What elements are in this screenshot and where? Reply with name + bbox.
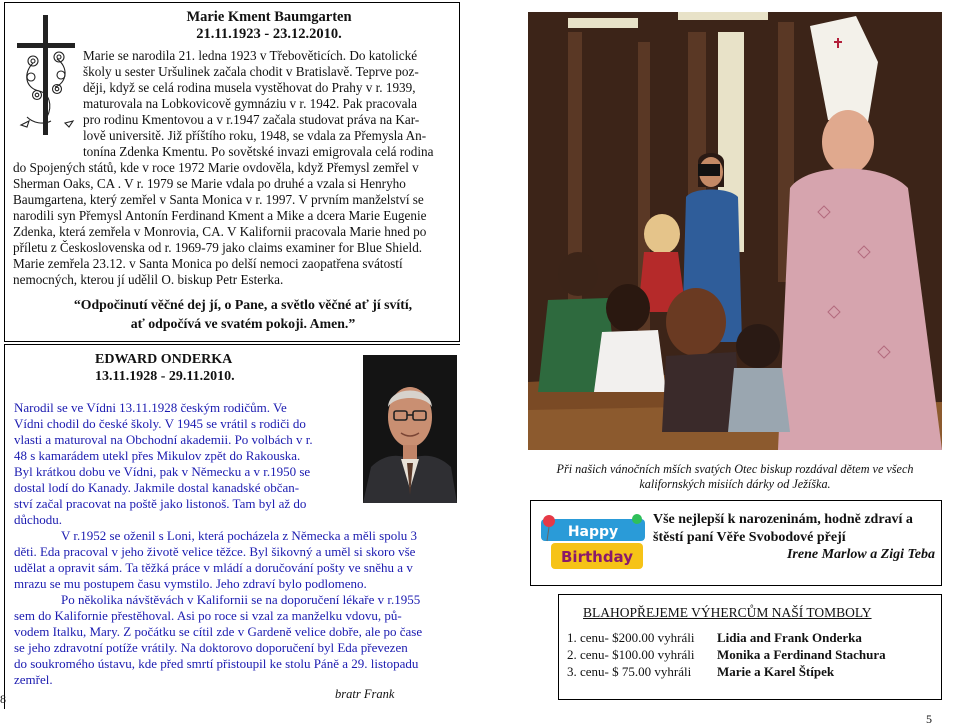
obituary-line: Narodil se ve Vídni 13.11.1928 českým rodičům. Ve: [14, 400, 287, 415]
obituary-line: mrazu se mu postupem času vymstilo. Jeho zdraví bylo podlomeno.: [14, 576, 367, 591]
obituary-line: zemřel.: [14, 672, 53, 687]
birthday-signatories: Irene Marlow a Zigi Teba: [786, 547, 935, 562]
birthday-text: [653, 511, 935, 564]
birthday-greeting: [530, 500, 942, 586]
birthday-line: štěstí paní Věře Svobodové přejí: [653, 529, 846, 545]
caption-line: Při našich vánočních mších svatých Otec biskup rozdával dětem ve všech: [556, 462, 914, 476]
obituary-line: narodili syn Přemysl Antonín Ferdinand Kment a Mike a dcera Marie Eugenie: [13, 208, 427, 223]
obituary-line: vodem Italku, Mary. Z počátku se cítil zde v Gardeně velice dobře, ale po čase: [14, 624, 423, 639]
portrait-photo: [363, 355, 457, 503]
prize-amount: 1. cenu- $200.00 vyhráli: [567, 630, 695, 645]
obituary-title: [181, 9, 357, 43]
obituary-line: Baumgartena, který zemřel v Santa Monica v r. 1997. V prvním manželství se: [13, 192, 424, 207]
obituary-line: do Spojených států, kde v roce 1972 Marie ovdověla, když Přemysl zemřel v: [13, 160, 419, 175]
obituary-title: [95, 351, 235, 385]
obituary-line: Sherman Oaks, CA . V r. 1979 se Marie vdala po druhé a vzala si Henryho: [13, 176, 406, 191]
obituary-line: Byl krátkou dobu ve Vídni, pak v Německu a v r.1950 se: [14, 464, 311, 479]
obituary-line: V r.1952 se oženil s Loni, která pocházela z Německa a měli spolu 3: [61, 528, 418, 543]
flower-cross-icon: [13, 13, 81, 139]
obituary-line: ství začal pracovat na poště jako listonoš. Tam byl až do: [14, 496, 307, 511]
obituary-baumgarten: [4, 2, 460, 342]
obituary-line: ději, když se celá rodina musela vystěhovat do Prahy v r. 1939,: [83, 80, 416, 95]
obituary-line: do soukromého ústavu, kde před smrtí přistoupil ke stolu Páně a 29. listopadu: [14, 656, 419, 671]
obituary-line: Zdenka, která zemřela v Monrovia, CA. V Kalifornii pracovala Marie hned po: [13, 224, 427, 239]
obituary-line: Marie zemřela 23.12. v Santa Monica po delší nemoci zaopatřena svátostí: [13, 256, 403, 271]
caption-line: kalifornských misiích dárky od Ježíška.: [639, 477, 831, 491]
obituary-name: Marie Kment Baumgarten: [186, 9, 352, 25]
bishop-with-children-photo: [528, 12, 942, 450]
winner-item: [567, 629, 886, 646]
lottery-heading: BLAHOPŘEJEME VÝHERCŮM NAŠÍ TOMBOLY: [583, 605, 872, 620]
obituary-line: příletu z Československa od r. 1969-79 jako claims examiner for Blue Shield.: [13, 240, 423, 255]
page-number-left: 8: [0, 692, 6, 706]
prayer-line: ať odpočívá ve svatém pokoji. Amen.”: [130, 316, 356, 331]
badge-birthday: Birthday: [561, 548, 633, 566]
prize-amount: 3. cenu- $ 75.00 vyhráli: [567, 664, 692, 679]
obituary-line: se jeho zdravotní potíže vrátily. Na doktorovo doporučení byl Eda převezen: [14, 640, 408, 655]
obituary-line: pro rodinu Kmentovou a v r.1947 začala studovat práva na Kar-: [83, 112, 420, 127]
obituary-dates: 13.11.1928 - 29.11.2010.: [95, 369, 235, 384]
obituary-line: Marie se narodila 21. ledna 1923 v Třebověticích. Do katolické: [83, 48, 418, 63]
prayer: [43, 295, 443, 333]
obituary-line: děti. Eda pracoval v jeho životě velice těžce. Byl šikovný a uměl si skoro vše: [14, 544, 416, 559]
birthday-line: Vše nejlepší k narozeninám, hodně zdraví a: [653, 512, 913, 527]
obituary-line: maturovala na Lobkovicově gymnáziu v r. 1942. Pak pracovala: [83, 96, 417, 111]
prize-amount: 2. cenu- $100.00 vyhráli: [567, 647, 695, 662]
obituary-line: dostal lodí do Kanady. Jakmile dostal kanadské občan-: [14, 480, 300, 495]
obituary-name: EDWARD ONDERKA: [95, 352, 233, 367]
obituary-onderka: [4, 344, 460, 709]
obituary-line: Po několika návštěvách v Kalifornii se na doporučení lékaře v r.1955: [61, 592, 421, 607]
winner-name: Lidia and Frank Onderka: [717, 630, 862, 645]
obituary-line: tonína Zdenka Kmentu. Po sovětské invazi emigrovala celá rodina: [83, 144, 434, 159]
winner-name: Monika a Ferdinand Stachura: [717, 647, 886, 662]
obituary-line: nemocných, kterou jí udělil O. biskup Petr Esterka.: [13, 272, 284, 287]
obituary-line: lově universitě. Již příštího roku, 1948, se vdala za Přemysla An-: [83, 128, 427, 143]
obituary-line: sem do Kalifornie přestěhoval. Asi po roce si vzal za manželku vdovu, pů-: [14, 608, 402, 623]
obituary-line: školy u sester Uršulinek začala chodit v Bratislavě. Teprve poz-: [83, 64, 419, 79]
winners-list: [567, 629, 886, 680]
winner-name: Marie a Karel Štípek: [717, 664, 835, 679]
photo-caption: [528, 462, 942, 492]
obituary-dates: 21.11.1923 - 23.12.2010.: [196, 26, 342, 42]
winner-item: [567, 663, 886, 680]
obituary-line: udělat a opravit sám. Ta těžká práce v mládí a doručování pošty ve sněhu a v: [14, 560, 413, 575]
prayer-line: “Odpočinutí věčné dej jí, o Pane, a světlo věčné ať jí svítí,: [73, 297, 413, 312]
obituary-line: 48 s kamarádem utekl přes Mikulov zpět do Rakouska.: [14, 448, 301, 463]
obituary-line: Vídni chodil do české školy. V 1945 se vrátil s rodiči do: [14, 416, 306, 431]
badge-happy: Happy: [567, 524, 619, 540]
lottery-winners: [558, 594, 942, 700]
obituary-line: vlasti a maturoval na Obchodní akademii. Po volbách v r.: [14, 432, 313, 447]
winner-item: [567, 646, 886, 663]
obituary-line: důchodu.: [14, 512, 63, 527]
signature: bratr Frank: [335, 687, 395, 701]
happy-birthday-badge-icon: [537, 511, 649, 577]
page-number-right: 5: [926, 712, 932, 725]
